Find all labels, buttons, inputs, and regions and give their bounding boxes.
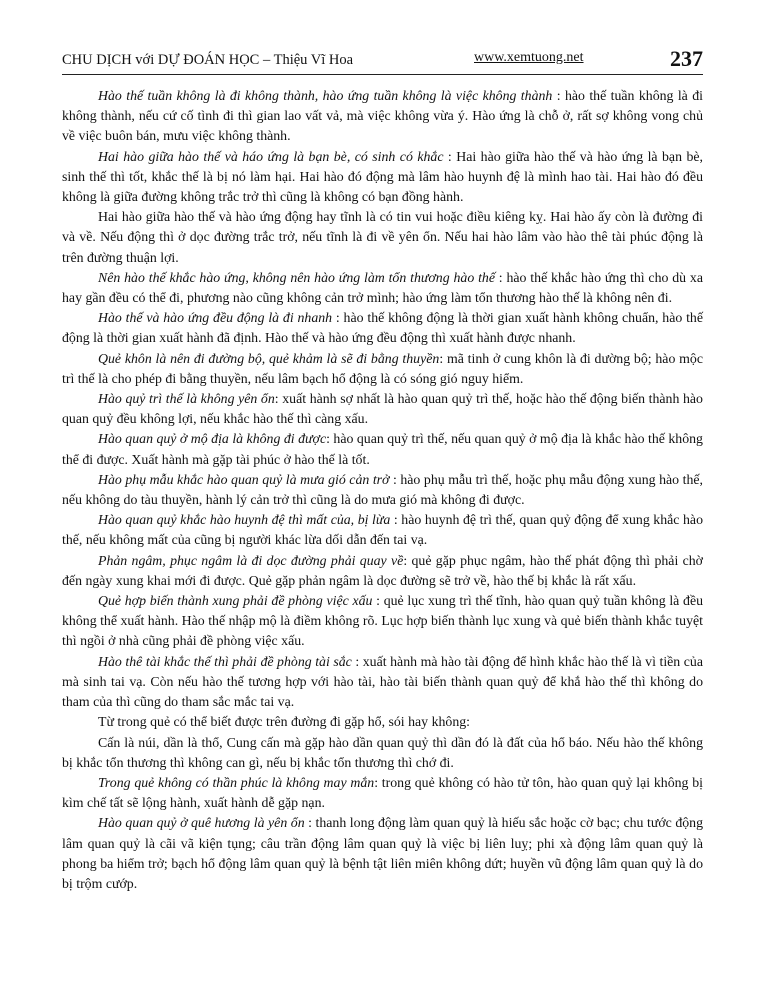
paragraph-lead: Hào thê tài khắc thế thì phải đề phòng tài sắc — [98, 653, 352, 669]
paragraph — [62, 551, 703, 591]
paragraph — [62, 813, 703, 894]
paragraph-text: : quẻ gặp phục ngâm, hào thế phát động thì phải chờ đến ngày xung khai mới đi được. Quẻ gặp phản ngâm là dọc đường sẽ trở về, hào thế bị khắc là rất xấu. — [62, 552, 703, 588]
paragraph-text: : hào phụ mẫu trì thế, hoặc phụ mẫu động xung hào thế, nếu không do tàu thuyền, hành lý cản trở thì cũng là do mưa gió mà không đi được. — [62, 471, 703, 508]
paragraph-text: Cấn là núi, dần là thổ, Cung cấn mà gặp hào dần quan quỷ thì dần đó là đất của hổ báo. Nếu hào thế không bị khắc tổn thương thì không can gì, nếu bị khắc tổn thương thì chớ đi. — [62, 734, 703, 770]
paragraph-text: : hào quan quỷ trì thế, nếu quan quỷ ở mộ địa là khắc hào thế không thể đi được. Xuất hành mà gặp tài phúc ở hào thế là tốt. — [62, 431, 703, 467]
paragraph-lead: Hai hào giữa hào thế và háo ứng là bạn bè, có sinh có khắc — [98, 148, 444, 164]
paragraph-lead: Hào phụ mẫu khắc hào quan quỷ là mưa gió cản trở — [98, 471, 390, 487]
paragraph-text: : hào thế khắc hào ứng thì cho dù xa hay gần đều có thể đi, phương nào cũng không cản trở mình; hào ứng làm tổn thương hào thế là không nên đi. — [62, 269, 703, 306]
paragraph-lead: Hào quan quỷ ở mộ địa là không đi được — [98, 431, 327, 447]
paragraph — [62, 389, 703, 429]
header-website-link[interactable]: www.xemtuong.net — [474, 50, 584, 65]
paragraph-lead: Hào quan quỷ ở quê hương là yên ổn — [98, 815, 305, 831]
paragraph-lead: Hào quan quỷ khắc hào huynh đệ thì mất của, bị lừa — [98, 512, 391, 528]
paragraph — [62, 733, 703, 773]
paragraph-text: : hào thế không động là thời gian xuất hành không chuẩn, hào thế động là thời gian xuất hành đã định. Hào thế và hào ứng đều động thì xuất hành được nhanh. — [62, 310, 704, 346]
paragraph-text: : Hai hào giữa hào thế và hào ứng là bạn bè, sinh thế thì tốt, khắc thế là bị nó làm hại. Hai hào đó động mà lâm hào huynh đệ là mình hao tài. Hai hào đó đều không là giữa đường không trắc trở thì cũng là không có bạn đồng hành. — [62, 148, 703, 205]
page-header — [62, 44, 703, 75]
paragraph — [62, 147, 703, 208]
paragraph — [62, 652, 703, 713]
paragraph-text: : xuất hành mà hào tài động để hình khắc hào thế là vì tiền của mà sinh tai vạ. Còn nếu hào thế tương hợp với hào tài, hào tài biến thành quan quỷ để khắ hào thế thì không do tham của thì cũng do tham sắc mắc tai vạ. — [62, 653, 703, 710]
paragraph-lead: Quẻ hợp biến thành xung phải đề phòng việc xấu — [98, 593, 373, 609]
document-body — [62, 86, 703, 894]
paragraph — [62, 268, 703, 308]
paragraph-lead: Hào quỷ trì thế là không yên ổn — [98, 391, 275, 407]
paragraph-text: Từ trong quẻ có thể biết được trên đường đi gặp hổ, sói hay không: — [98, 714, 471, 730]
paragraph-text: : quẻ lục xung trì thế tĩnh, hào quan quỷ tuần không là đều không thể xuất hành. Hào thế nhập mộ là điềm không rõ. Lục hợp biến thành lục xung và quẻ biến thành khắc tuyệt thì ngồi ở nhà cũng phải đề phòng việc xấu. — [62, 593, 704, 649]
paragraph-lead: Hào thế và hào ứng đều động là đi nhanh — [98, 310, 333, 326]
paragraph-lead: Nên hào thế khắc hào ứng, không nên hào ứng làm tổn thương hào thế — [98, 269, 495, 285]
page-number: 237 — [670, 46, 703, 71]
paragraph-lead: Trong quẻ không có thần phúc là không may mắn — [98, 774, 375, 790]
paragraph-lead: Hào thế tuần không là đi không thành, hào ứng tuần không là việc không thành — [98, 88, 553, 103]
paragraph — [62, 591, 703, 652]
paragraph — [62, 86, 703, 147]
paragraph-text: : trong quẻ không có hào tử tôn, hào quan quỷ lại không bị kìm chế tất sẽ lộng hành, xuất hành dễ gặp nạn. — [62, 774, 703, 811]
paragraph-text: : hào huynh đệ trì thế, quan quỷ động để xung khắc hào thế, nếu không mất của cũng bị người khác lừa dối dẫn đến tai vạ. — [62, 512, 703, 548]
paragraph — [62, 308, 703, 348]
paragraph-text: : mã tinh ở cung khôn là đi dường bộ; hào mộc trì thế là cho phép đi bằng thuyền, nếu lâm bạch hổ động là có sóng gió nguy hiểm. — [62, 350, 703, 386]
paragraph — [62, 470, 703, 510]
paragraph-lead: Phản ngâm, phục ngâm là đi dọc đường phải quay về — [98, 552, 404, 568]
paragraph-text: : hào thế tuần không là đi không thành, nếu cứ cố tình đi thì gian lao vất vả, mà việc không vừa ý. Hào ứng là chỗ ở, rất sợ không vong chủ về việc buôn bán, mưu việc không thành. — [62, 88, 703, 144]
paragraph-lead: Quẻ khôn là nên đi đường bộ, quẻ khảm là sẽ đi bằng thuyền — [98, 350, 440, 366]
paragraph — [62, 712, 703, 732]
paragraph — [62, 429, 703, 469]
paragraph — [62, 207, 703, 268]
paragraph-text: Hai hào giữa hào thế và hào ứng động hay tĩnh là có tin vui hoặc điều kiêng kỵ. Hai hào ấy còn là đường đi và về. Nếu động thì ở dọc đường trắc trở, nếu tĩnh là đi về yên ổn. Nếu hai hào lâm vào hào thê tài phúc động là trên đường thuận lợi. — [62, 209, 703, 265]
paragraph — [62, 349, 703, 389]
paragraph-text: : xuất hành sợ nhất là hào quan quỷ trì thế, hoặc hào thế động biến thành hào quan quỷ đều không lợi, nếu khắc hào thế thì càng xấu. — [62, 391, 703, 427]
paragraph-text: : thanh long động làm quan quỷ là hiếu sắc hoặc cờ bạc; chu tước động lâm quan quỷ là cãi vã kiện tụng; câu trần động lâm quan quỷ là việc bị liên luỵ; phi xà động lâm quan quỷ là phong ba hiểm trở; bạch hổ động lâm quan quỷ là bệnh tật liên miên không dứt; huyền vũ động lâm quan quỷ là do bị trộm cướp. — [62, 815, 704, 891]
header-title: CHU DỊCH với DỰ ĐOÁN HỌC – Thiệu Vĩ Hoa — [62, 52, 354, 68]
paragraph — [62, 773, 703, 813]
paragraph — [62, 510, 703, 550]
